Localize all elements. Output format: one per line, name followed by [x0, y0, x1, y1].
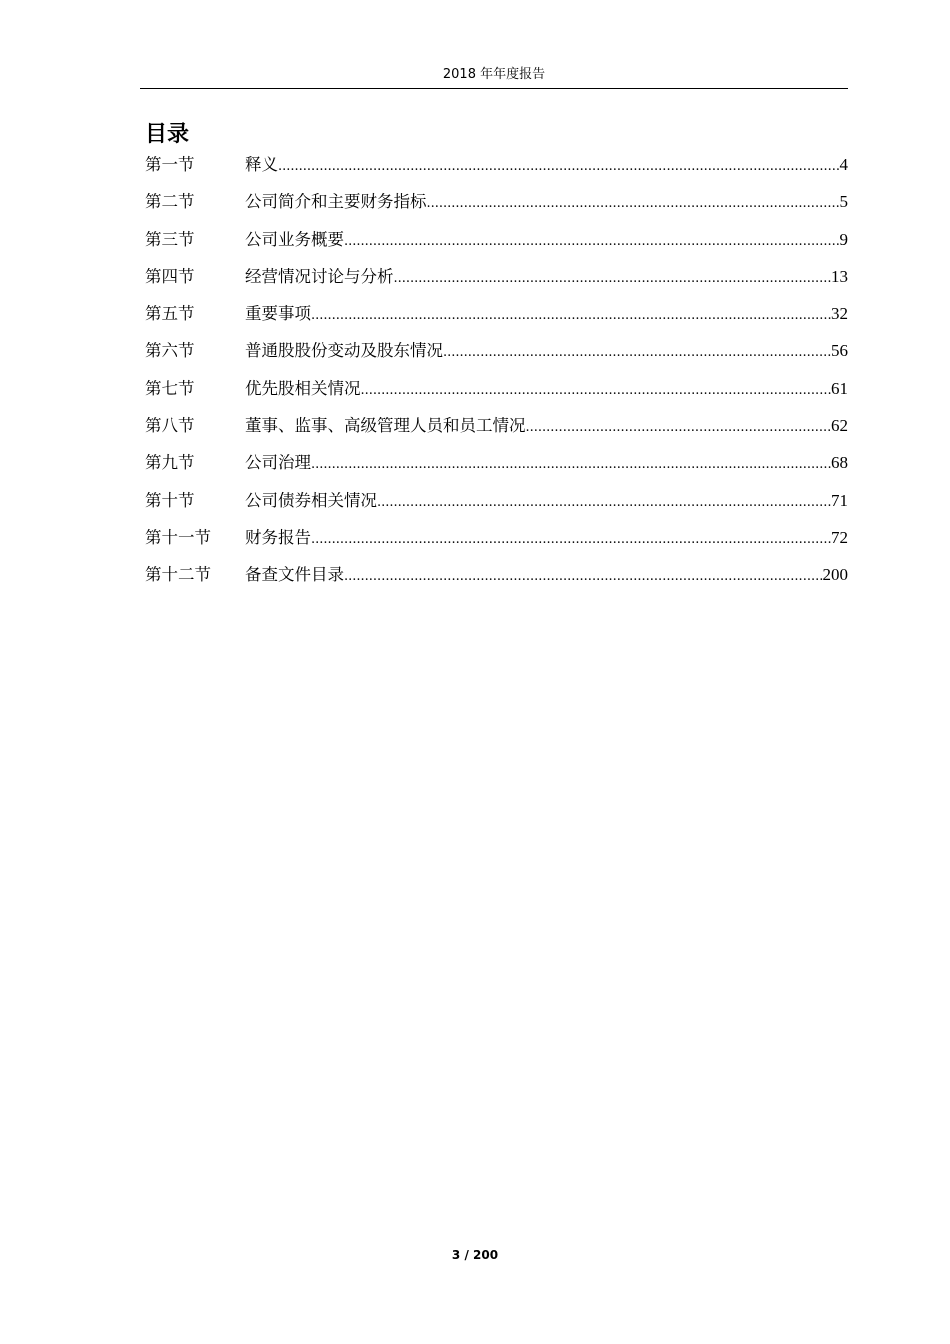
toc-section-name: 经营情况讨论与分析	[245, 266, 394, 286]
toc-section-name: 普通股股份变动及股东情况	[245, 341, 443, 361]
toc-page-number: 200	[822, 565, 848, 585]
toc-entry[interactable]	[145, 303, 848, 340]
toc-entry[interactable]	[145, 154, 848, 191]
page-indicator: 3 / 200	[451, 1248, 499, 1262]
toc-page-number: 71	[831, 490, 848, 510]
toc-section-number: 第一节	[145, 155, 195, 174]
toc-entry[interactable]	[145, 452, 848, 489]
toc-entry[interactable]	[145, 266, 848, 303]
toc-section-name: 释义	[245, 155, 278, 174]
toc-page-number: 56	[831, 341, 848, 361]
toc-entry[interactable]	[145, 490, 848, 527]
toc-entry[interactable]	[145, 415, 848, 452]
toc-dot-leader	[361, 380, 832, 402]
toc-dot-leader	[311, 529, 831, 551]
toc-entry[interactable]	[145, 378, 848, 415]
toc-section-number: 第二节	[145, 192, 195, 212]
toc-dot-leader	[311, 305, 831, 327]
toc-section-name: 财务报告	[245, 527, 311, 547]
toc-dot-leader	[394, 268, 832, 290]
toc-dot-leader	[311, 454, 831, 476]
toc-dot-leader	[377, 492, 831, 514]
toc-section-name: 董事、监事、高级管理人员和员工情况	[245, 416, 526, 436]
toc-entry[interactable]	[145, 229, 848, 266]
toc-section-number: 第四节	[145, 266, 195, 286]
toc-section-number: 第三节	[145, 229, 195, 249]
toc-section-number: 第十一节	[145, 527, 211, 547]
running-header: 2018 年年度报告	[442, 67, 546, 82]
toc-title: 目录	[145, 122, 190, 147]
toc-page-number: 61	[831, 378, 848, 398]
table-of-contents	[145, 154, 848, 602]
toc-page-number: 13	[831, 266, 848, 286]
toc-section-name: 公司债券相关情况	[245, 490, 377, 510]
toc-dot-leader	[344, 231, 840, 253]
toc-page-number: 4	[839, 155, 848, 174]
toc-section-name: 公司简介和主要财务指标	[245, 192, 427, 212]
toc-dot-leader	[427, 193, 840, 215]
toc-section-name: 公司治理	[245, 453, 311, 473]
toc-dot-leader	[344, 566, 823, 588]
toc-page-number: 62	[831, 416, 848, 436]
toc-section-name: 备查文件目录	[245, 565, 344, 585]
toc-section-name: 优先股相关情况	[245, 378, 361, 398]
toc-page-number: 72	[831, 527, 848, 547]
toc-dot-leader	[278, 156, 840, 178]
toc-entry[interactable]	[145, 340, 848, 377]
toc-section-number: 第十二节	[145, 565, 211, 585]
toc-section-number: 第七节	[145, 378, 195, 398]
toc-section-number: 第八节	[145, 416, 195, 436]
toc-entry[interactable]	[145, 191, 848, 228]
header-rule	[140, 88, 848, 89]
toc-section-name: 公司业务概要	[245, 229, 344, 249]
toc-entry[interactable]	[145, 564, 848, 601]
toc-section-number: 第五节	[145, 304, 195, 324]
toc-dot-leader	[526, 417, 832, 439]
toc-page-number: 5	[839, 192, 848, 212]
toc-section-name: 重要事项	[245, 304, 311, 324]
toc-page-number: 9	[839, 229, 848, 249]
toc-section-number: 第六节	[145, 341, 195, 361]
toc-section-number: 第十节	[145, 490, 195, 510]
toc-page-number: 68	[831, 453, 848, 473]
toc-page-number: 32	[831, 304, 848, 324]
toc-entry[interactable]	[145, 527, 848, 564]
toc-section-number: 第九节	[145, 453, 195, 473]
toc-dot-leader	[443, 342, 831, 364]
